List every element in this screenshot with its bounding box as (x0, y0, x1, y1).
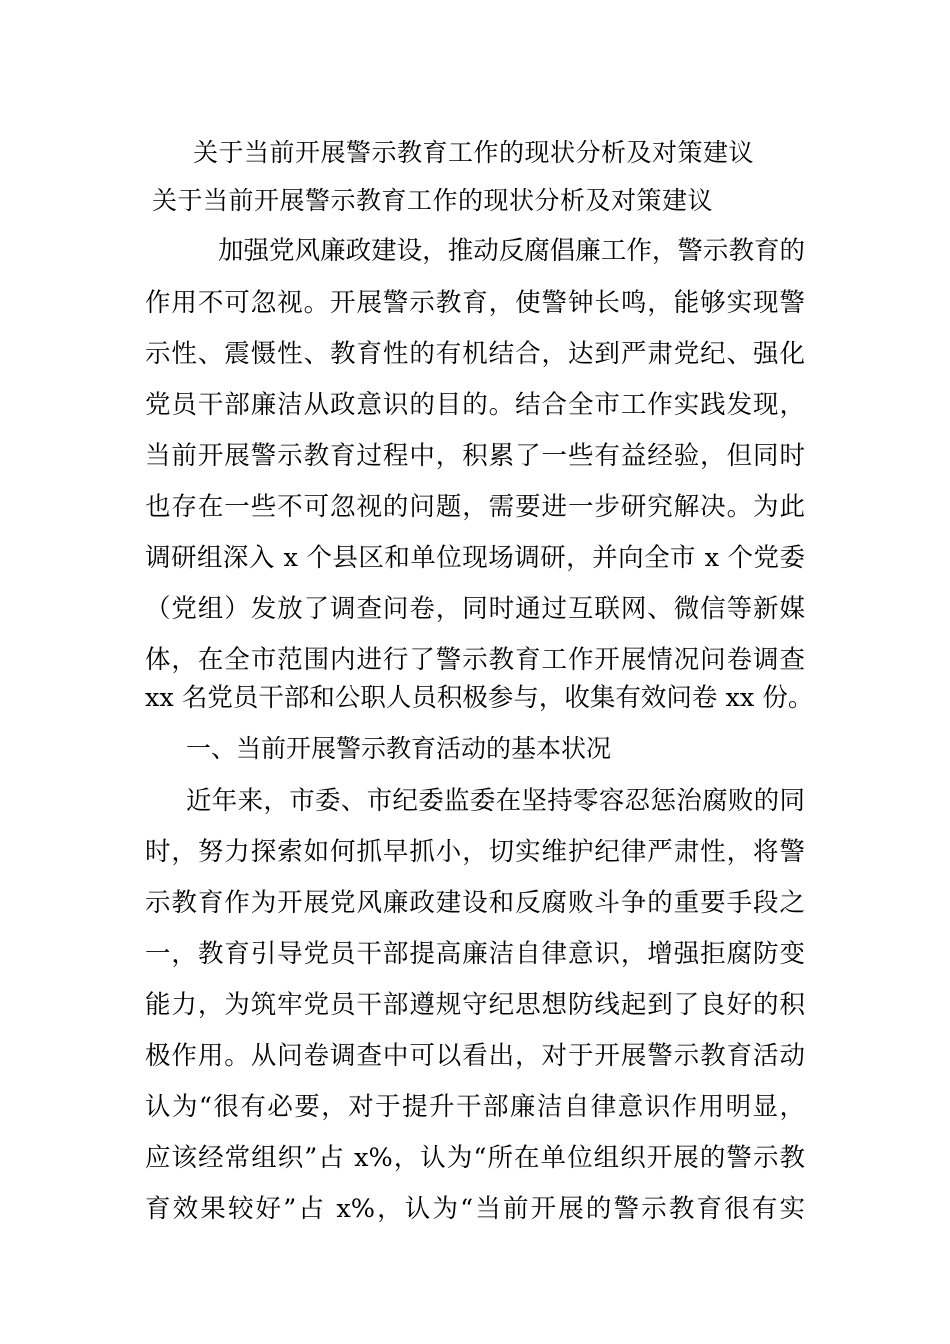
document-title: 关于当前开展警示教育工作的现状分析及对策建议 (193, 138, 755, 167)
intro-line: 党员干部廉洁从政意识的目的。结合全市工作实践发现， (145, 390, 805, 420)
document-subtitle: 关于当前开展警示教育工作的现状分析及对策建议 (152, 186, 714, 215)
intro-line: 也存在一些不可忽视的问题，需要进一步研究解决。为此 (145, 492, 805, 522)
section-line: 极作用。从问卷调查中可以看出，对于开展警示教育活动 (145, 1041, 805, 1071)
section-line: 能力，为筑牢党员干部遵规守纪思想防线起到了良好的积 (145, 990, 805, 1020)
intro-line: xx 名党员干部和公职人员积极参与，收集有效问卷 xx 份。 (145, 683, 814, 713)
section-line: 示教育作为开展党风廉政建设和反腐败斗争的重要手段之 (145, 888, 805, 918)
intro-line: 体，在全市范围内进行了警示教育工作开展情况问卷调查 (145, 645, 805, 675)
section-line: 近年来，市委、市纪委监委在坚持零容忍惩治腐败的同 (186, 786, 805, 816)
intro-line: 示性、震慑性、教育性的有机结合，达到严肃党纪、强化 (145, 339, 805, 369)
intro-line: 调研组深入 x 个县区和单位现场调研，并向全市 x 个党委 (145, 543, 805, 573)
intro-line: （党组）发放了调查问卷，同时通过互联网、微信等新媒 (145, 594, 805, 624)
section-heading: 一、当前开展警示教育活动的基本状况 (186, 734, 612, 763)
section-line: 一，教育引导党员干部提高廉洁自律意识，增强拒腐防变 (145, 939, 805, 969)
intro-line: 当前开展警示教育过程中，积累了一些有益经验，但同时 (145, 441, 805, 471)
section-line: 应该经常组织”占 x%，认为“所在单位组织开展的警示教 (145, 1143, 805, 1173)
section-line: 育效果较好”占 x%，认为“当前开展的警示教育很有实 (145, 1194, 805, 1224)
section-line: 认为“很有必要，对于提升干部廉洁自律意识作用明显， (145, 1092, 805, 1122)
intro-line: 加强党风廉政建设，推动反腐倡廉工作，警示教育的 (218, 236, 805, 266)
section-line: 时，努力探索如何抓早抓小，切实维护纪律严肃性，将警 (145, 837, 805, 867)
intro-line: 作用不可忽视。开展警示教育，使警钟长鸣，能够实现警 (145, 288, 805, 318)
